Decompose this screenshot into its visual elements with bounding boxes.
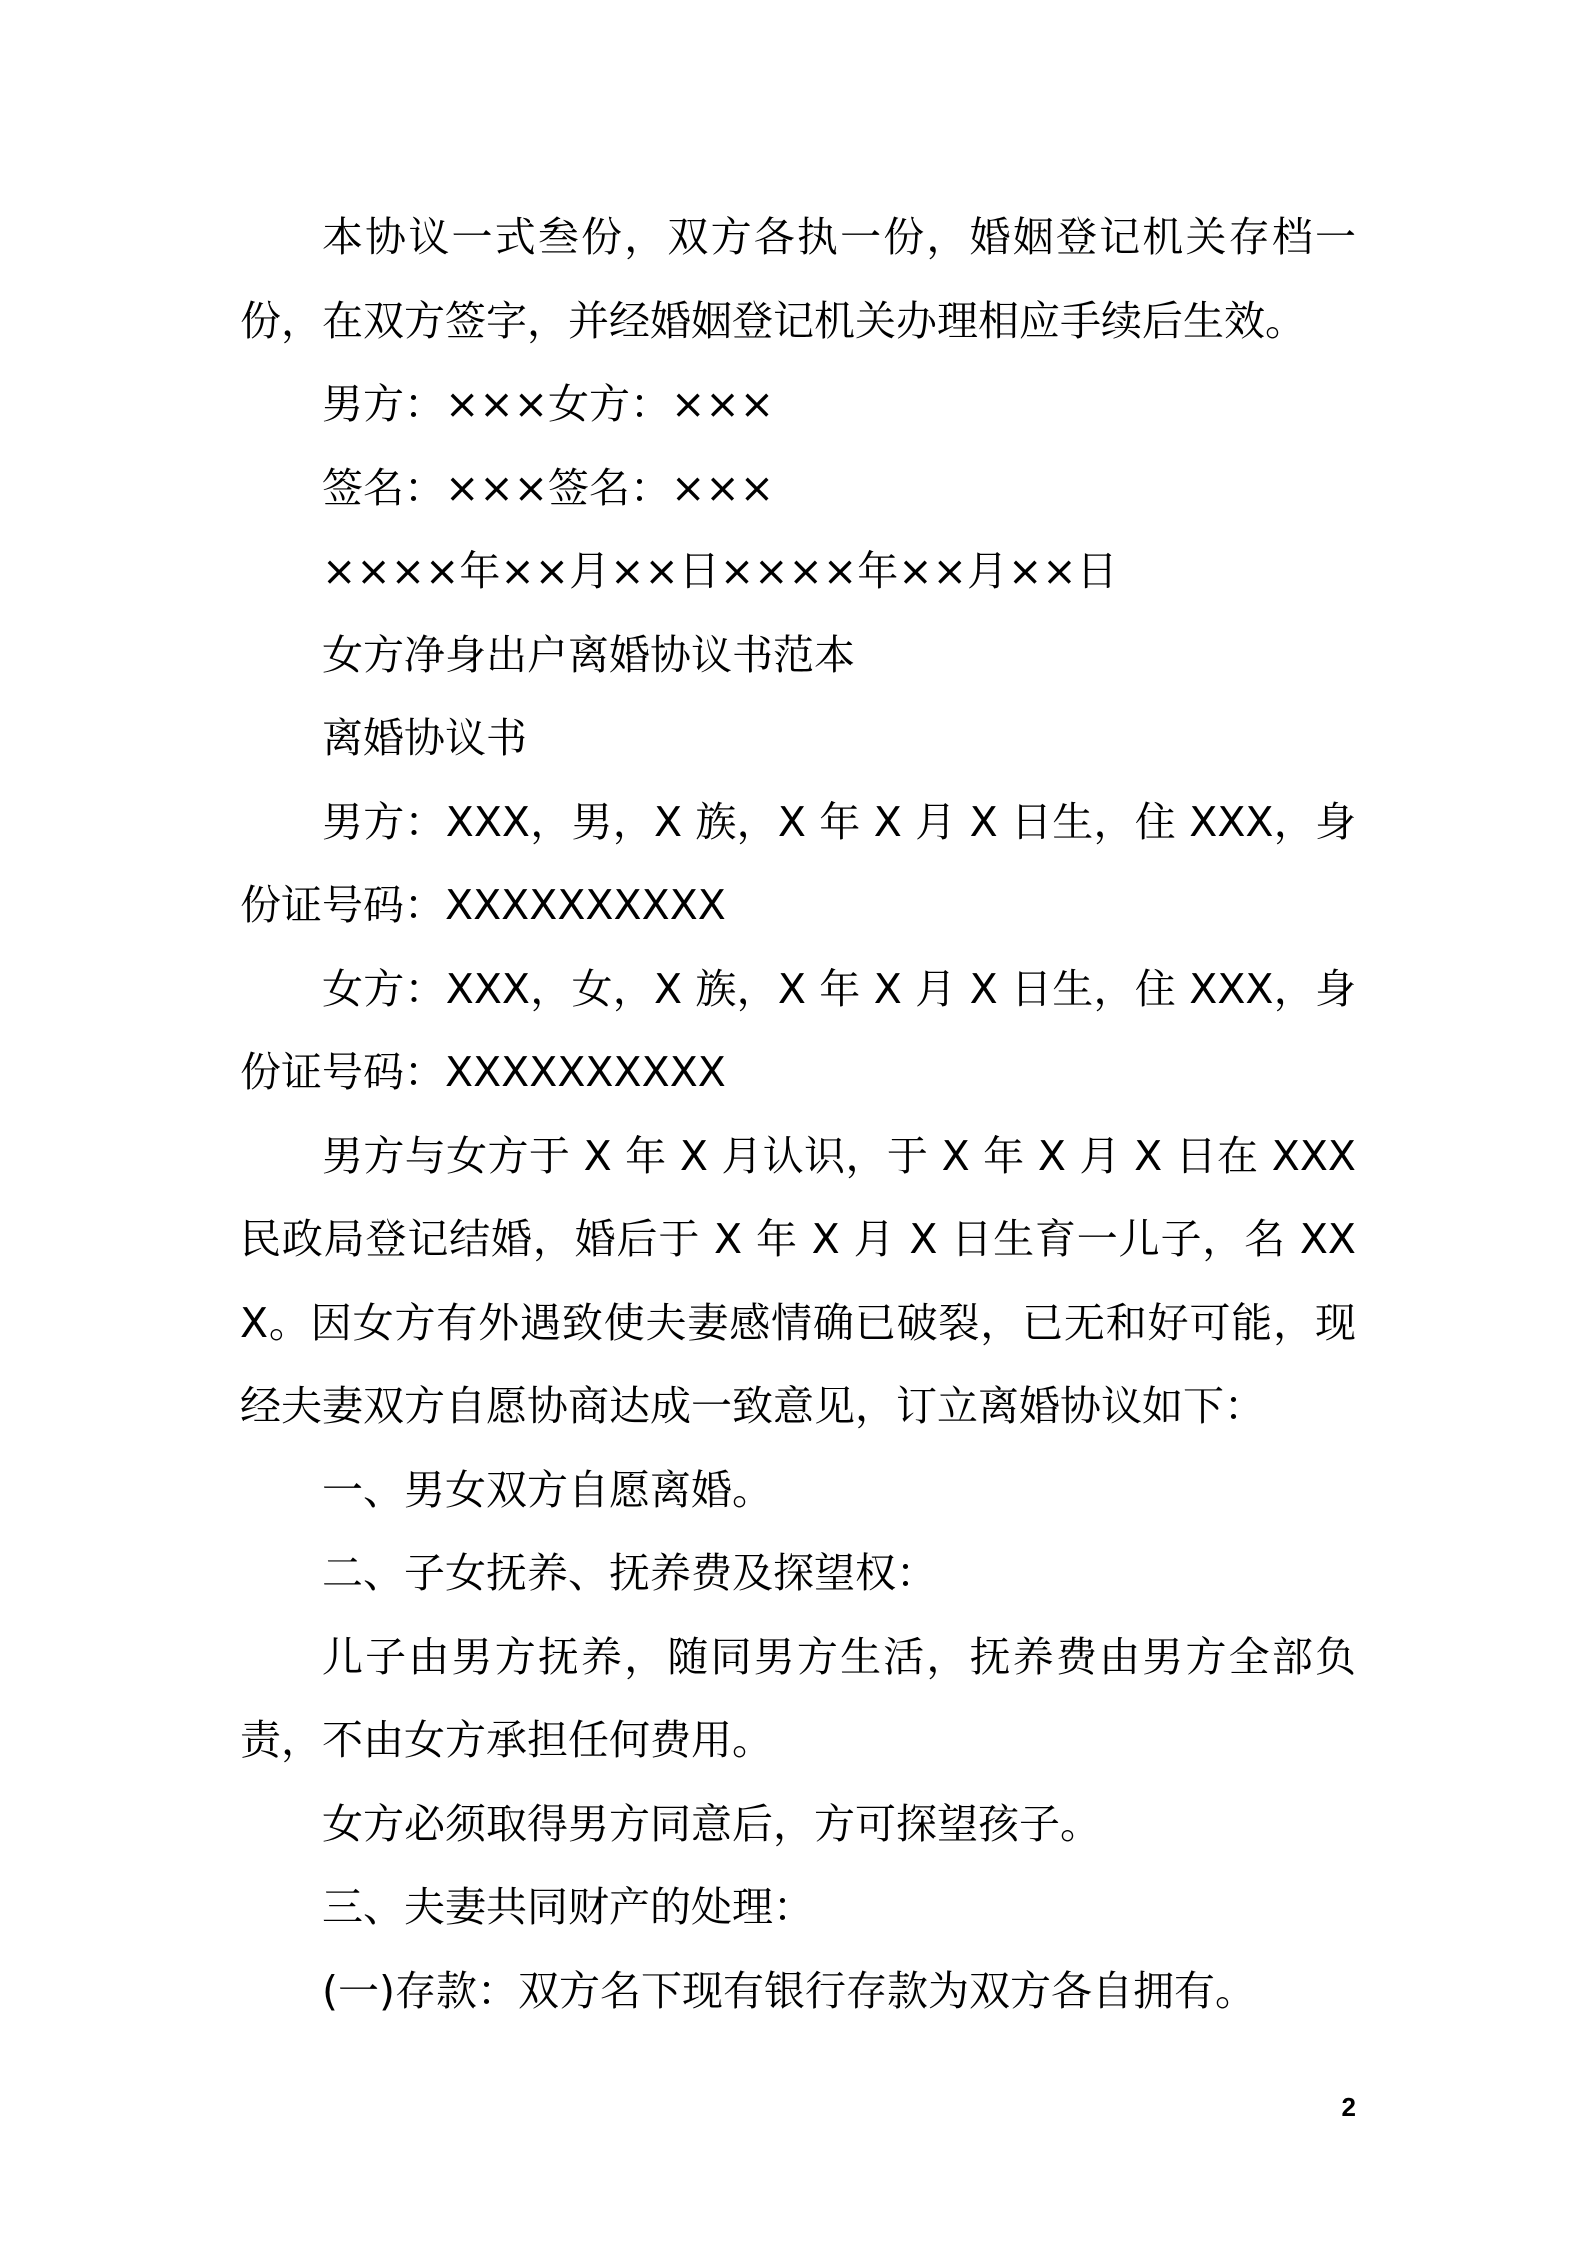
paragraph-child-custody: 儿子由男方抚养，随同男方生活，抚养费由男方全部负责，不由女方承担任何费用。: [240, 1632, 1356, 1764]
clause-2-heading: 二、子女抚养、抚养费及探望权：: [322, 1549, 937, 1597]
page-number: 2: [1341, 2092, 1356, 2122]
paragraph-deposits: (一)存款：双方名下现有银行存款为双方各自拥有。: [322, 1966, 1256, 2015]
paragraph-agreement-copies: 本协议一式叁份，双方各执一份，婚姻登记机关存档一份，在双方签字，并经婚姻登记机关办理相应手续后生效。: [240, 213, 1356, 345]
section-heading: 女方净身出户离婚协议书范本: [322, 630, 855, 679]
paragraph-female-party: 女方：XXX，女，X 族，X 年 X 月 X 日生，住 XXX，身份证号码：XXXXXXXXXX: [240, 964, 1356, 1096]
paragraph-visitation: 女方必须取得男方同意后，方可探望孩子。: [322, 1799, 1101, 1848]
paragraph-background: 男方与女方于 X 年 X 月认识，于 X 年 X 月 X 日在 XXX 民政局登记结婚，婚后于 X 年 X 月 X 日生育一儿子，名 XXX。因女方有外遇致使夫妻感情确已破裂，已无和好可能，现经夫妻双方自愿协商达成一致意见，订立离婚协议如下：: [240, 1131, 1356, 1430]
paragraph-signatures: 签名：×××签名：×××: [322, 463, 775, 512]
document-title: 离婚协议书: [322, 714, 527, 762]
paragraph-dates: ××××年××月××日××××年××月××日: [322, 547, 1118, 595]
paragraph-parties: 男方：×××女方：×××: [322, 380, 775, 428]
document-body: [240, 196, 1356, 2033]
clause-3-heading: 三、夫妻共同财产的处理：: [322, 1883, 814, 1931]
clause-1: 一、男女双方自愿离婚。: [322, 1465, 773, 1514]
paragraph-male-party: 男方：XXX，男，X 族，X 年 X 月 X 日生，住 XXX，身份证号码：XXXXXXXXXX: [240, 797, 1356, 929]
